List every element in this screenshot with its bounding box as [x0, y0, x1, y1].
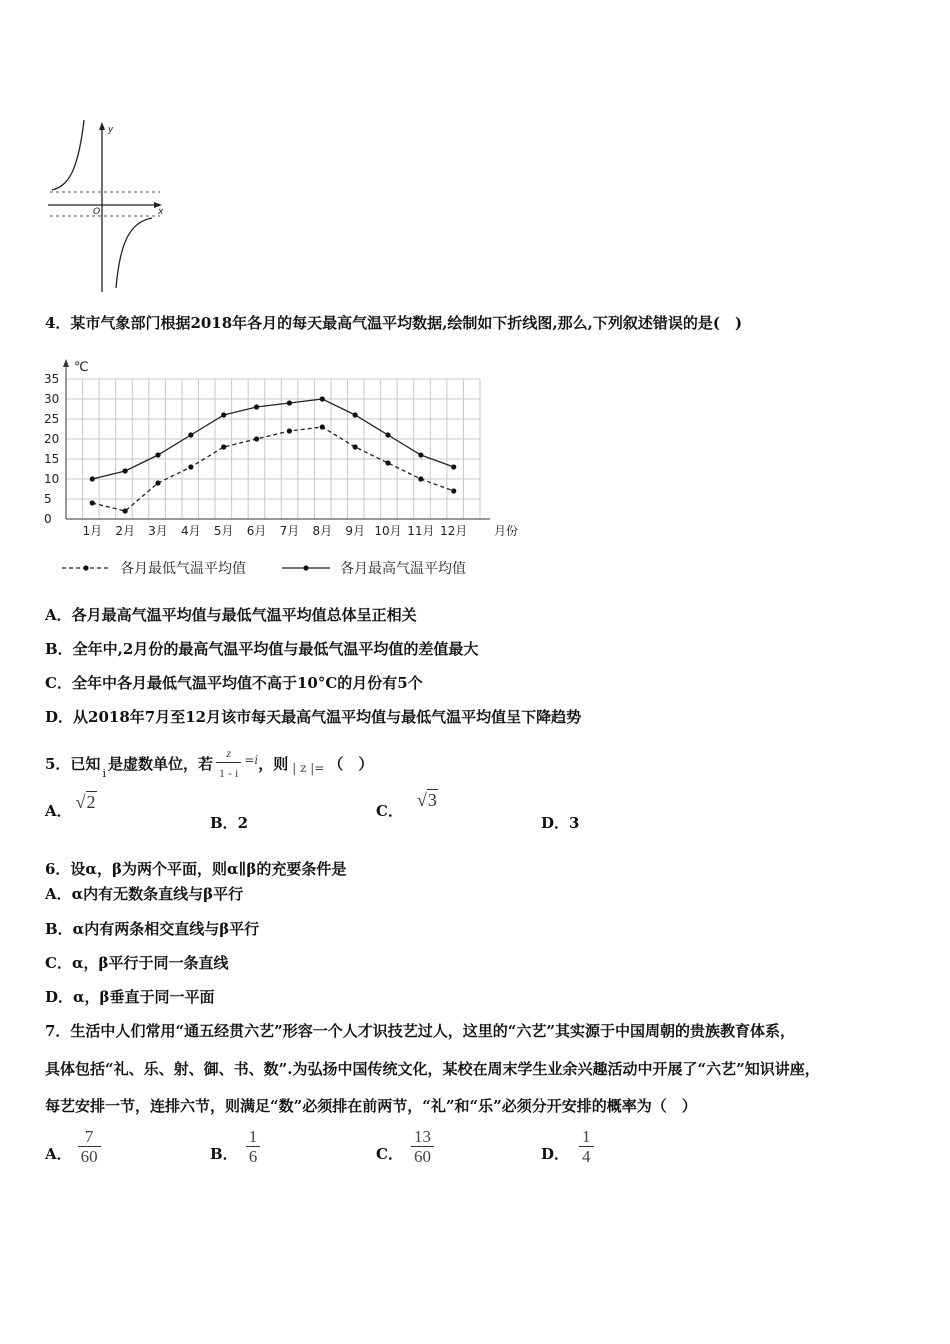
q7-option-a-numerator: 7 — [84, 1127, 94, 1146]
legend-marker — [83, 565, 88, 570]
q5-option-c-sqrt: √3 — [416, 790, 437, 810]
q5-option-a-sqrt: √2 — [75, 792, 96, 812]
x-tick-label: 1月 — [82, 524, 103, 538]
x-tick-label: 12月 — [440, 524, 468, 538]
x-tick-label: 4月 — [181, 524, 201, 538]
q5-frac-denominator: 1 - i — [216, 762, 241, 783]
data-point-max — [353, 412, 358, 417]
q5-abs-z: | z |= — [292, 760, 325, 775]
hyperbola-left-branch — [52, 120, 84, 190]
q5-option-c-radicand: 3 — [427, 790, 437, 810]
q5-option-d[interactable]: D．3 — [541, 814, 580, 832]
q5-fraction — [216, 744, 241, 783]
q7-option-d[interactable] — [541, 1128, 594, 1167]
x-tick-label: 2月 — [115, 524, 135, 538]
data-point-min — [221, 444, 226, 449]
q7-option-d-fraction — [579, 1128, 594, 1167]
q5-frac-numerator: z — [226, 746, 231, 760]
q7-option-a[interactable] — [45, 1128, 101, 1167]
temperature-line-chart — [40, 350, 540, 585]
data-point-min — [90, 500, 95, 505]
data-point-max — [254, 404, 259, 409]
q7-option-d-numerator: 1 — [582, 1127, 591, 1146]
q7-option-c-fraction — [411, 1128, 434, 1167]
data-point-min — [123, 508, 128, 513]
q5-option-c-label: C． — [376, 802, 403, 820]
x-tick-label: 9月 — [345, 524, 365, 538]
y-tick-label: 15 — [44, 452, 60, 466]
q7-option-c-label: C． — [376, 1145, 403, 1163]
data-point-min — [188, 464, 193, 469]
origin-label: O — [93, 207, 101, 217]
question-5-text — [45, 744, 373, 783]
y-axis-arrow — [63, 359, 69, 367]
q7-option-d-denominator: 4 — [579, 1146, 594, 1167]
q6-option-a[interactable]: A．α内有无数条直线与β平行 — [45, 885, 244, 903]
y-tick-label: 5 — [44, 492, 52, 506]
q5-i-symbol: i — [102, 767, 106, 780]
x-tick-label: 10月 — [374, 524, 402, 538]
q6-option-b[interactable]: B．α内有两条相交直线与β平行 — [45, 920, 260, 938]
data-point-max — [188, 432, 193, 437]
q5-option-b[interactable]: B．2 — [210, 814, 249, 832]
question-4-text: 4．某市气象部门根据2018年各月的每天最高气温平均数据,绘制如下折线图,那么,下列叙述错误的是( ) — [45, 314, 743, 332]
data-point-min — [254, 436, 259, 441]
x-axis-label: 月份 — [493, 524, 519, 538]
q5-option-a-radicand: 2 — [86, 792, 96, 812]
y-tick-label: 30 — [44, 392, 60, 406]
q7-option-c[interactable] — [376, 1128, 434, 1167]
q5-equals-i: =i — [244, 752, 259, 767]
q7-option-b-numerator: 1 — [248, 1127, 258, 1146]
y-tick-label: 0 — [44, 512, 52, 526]
data-point-min — [385, 460, 390, 465]
y-tick-label: 35 — [44, 372, 60, 386]
q5-then: ，则 — [258, 755, 289, 773]
data-point-max — [90, 476, 95, 481]
x-tick-label: 8月 — [312, 524, 333, 538]
q7-option-b-fraction — [246, 1128, 261, 1167]
hyperbola-right-branch — [116, 218, 152, 288]
q6-option-c[interactable]: C．α，β平行于同一条直线 — [45, 954, 229, 972]
data-point-max — [451, 464, 456, 469]
series-line-min — [92, 427, 453, 511]
data-point-max — [221, 412, 226, 417]
data-point-max — [385, 432, 390, 437]
y-axis-label: y — [108, 125, 114, 135]
data-point-max — [287, 400, 292, 405]
y-tick-label: 25 — [44, 412, 60, 426]
y-tick-label: 20 — [44, 432, 60, 446]
q5-option-a[interactable] — [45, 792, 97, 821]
y-axis-unit: ℃ — [74, 360, 89, 375]
question-7-line-1: 7．生活中人们常用“通五经贯六艺”形容一个人才识技艺过人，这里的“六艺”其实源于中国周朝的贵族教育体系， — [45, 1022, 795, 1040]
q4-option-c[interactable]: C．全年中各月最低气温平均值不高于10°C的月份有5个 — [45, 674, 423, 692]
q5-option-c[interactable] — [376, 790, 438, 821]
data-point-max — [155, 452, 160, 457]
legend-label: 各月最低气温平均值 — [120, 561, 246, 577]
question-6-text: 6．设α，β为两个平面，则α∥β的充要条件是 — [45, 860, 347, 878]
data-point-min — [451, 488, 456, 493]
legend-marker — [303, 565, 308, 570]
q4-option-b[interactable]: B．全年中,2月份的最高气温平均值与最低气温平均值的差值最大 — [45, 640, 479, 658]
hyperbola-figure — [40, 112, 180, 297]
x-tick-label: 7月 — [279, 524, 300, 538]
q5-middle: 是虚数单位，若 — [107, 755, 213, 773]
q7-option-b[interactable] — [210, 1128, 260, 1167]
legend-label: 各月最高气温平均值 — [340, 561, 466, 577]
q7-option-a-denominator: 60 — [78, 1146, 101, 1167]
q7-option-b-denominator: 6 — [246, 1146, 261, 1167]
q4-option-d[interactable]: D．从2018年7月至12月该市每天最高气温平均值与最低气温平均值呈下降趋势 — [45, 708, 582, 726]
x-axis-label: x — [158, 207, 164, 217]
q5-paren: （ ） — [328, 755, 374, 773]
y-tick-label: 10 — [44, 472, 60, 486]
x-tick-label: 6月 — [246, 524, 267, 538]
q6-option-d[interactable]: D．α，β垂直于同一平面 — [45, 988, 215, 1006]
q7-option-c-numerator: 13 — [413, 1127, 431, 1146]
q5-prefix: 5．已知 — [45, 755, 101, 773]
data-point-min — [155, 480, 160, 485]
x-tick-label: 5月 — [213, 524, 234, 538]
data-point-max — [320, 396, 325, 401]
q5-option-a-label: A． — [45, 802, 72, 820]
x-tick-label: 3月 — [148, 524, 168, 538]
data-point-min — [418, 476, 423, 481]
data-point-min — [353, 444, 358, 449]
data-point-max — [418, 452, 423, 457]
data-point-min — [287, 428, 292, 433]
x-tick-label: 11月 — [407, 524, 435, 538]
data-point-min — [320, 424, 325, 429]
q7-option-c-denominator: 60 — [411, 1146, 434, 1167]
data-point-max — [123, 468, 128, 473]
q7-option-d-label: D． — [541, 1145, 570, 1163]
y-axis-arrow — [99, 122, 105, 130]
q4-option-a[interactable]: A．各月最高气温平均值与最低气温平均值总体呈正相关 — [45, 606, 417, 624]
question-7-line-3: 每艺安排一节，连排六节，则满足“数”必须排在前两节，“礼”和“乐”必须分开安排的概率为（ ） — [45, 1097, 697, 1115]
question-7-line-2: 具体包括“礼、乐、射、御、书、数”.为弘扬中国传统文化，某校在周末学生业余兴趣活动中开展了“六艺”知识讲座， — [45, 1060, 820, 1078]
q7-option-a-fraction — [78, 1128, 101, 1167]
q7-option-a-label: A． — [45, 1145, 72, 1163]
q7-option-b-label: B． — [210, 1145, 238, 1163]
